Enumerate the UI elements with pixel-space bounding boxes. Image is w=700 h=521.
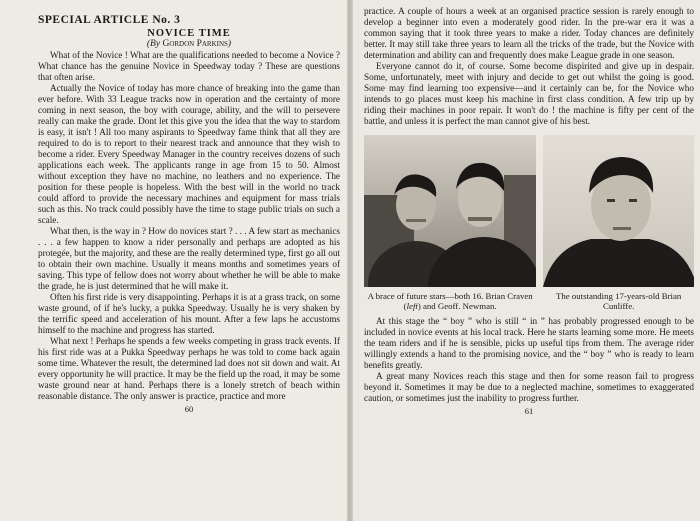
photo-two-riders: [364, 135, 536, 287]
caption-text: ) and Geoff. Newman.: [417, 301, 497, 311]
photo-two-riders-image: [364, 135, 536, 287]
right-page: [350, 0, 700, 521]
byline: [38, 39, 340, 49]
photo-single-rider: [543, 135, 694, 287]
author-name: Gordon Parkins: [162, 39, 228, 49]
paragraph: What then, is the way in ? How do novices start ? . . . A few start as mechanics . . . a few happen to know a rider personally and perhaps are adopted as his protegée, but the majority, and these are the really determined type, first go all out to obtain their own machine. Usually it means months and sometimes years of saving. This type of fellow does not worry about whether he will be able to make the grade, he is just determined that he will make it.: [38, 226, 340, 291]
paragraph: What of the Novice ! What are the qualifications needed to become a Novice ? What chance has the genuine Novice in Speedway today ? These are questions that often arise.: [38, 50, 340, 82]
page-number-left: 60: [184, 404, 194, 414]
caption-row: [364, 291, 694, 311]
book-gutter: [347, 0, 353, 521]
photo-single-rider-image: [543, 135, 694, 287]
caption-italic: left: [406, 301, 418, 311]
paragraph: practice. A couple of hours a week at an organised practice session is rarely enough to develop a beginner into even a moderately good rider. In the pre-war era it was a common saying that it took three years to make a rider. Today chances are definitely better. It may still take three years to learn all the tricks of the trade, but the Novice with determination and ability can and frequently does make League grade in one season.: [364, 6, 694, 60]
photo-row: [364, 135, 694, 287]
caption-single-rider: The outstanding 17-years-old Brian Cunliffe.: [555, 291, 682, 311]
paragraph: At this stage the “ boy ” who is still “ in ” has probably progressed enough to be included in novice events at his local track. Here he starts learning some more. He meets the team riders and if he is sensible, picks up useful tips from them. The average rider willingly extends a hand to the promising novice, and the “ boy ” who is ready to learn benefits greatly.: [364, 316, 694, 370]
byline-suffix: ): [227, 39, 232, 49]
paragraph: Everyone cannot do it, of course. Some become dispirited and give up in despair. Some, unfortunately, meet with injury and decide to get out whilst the going is good. Some may find learning too expensive—and it certainly can be, for the Novice who intends to go places must keep his machine in first class condition. A few trip up by riding their machines in poor repair. It won't do ! the machine is fifty per cent of the battle, and unless it is perfect the man cannot give of his best.: [364, 61, 694, 126]
paragraph: What next ! Perhaps he spends a few weeks competing in grass track events. If his first ride was at a Pukka Speedway perhaps he was told to come back again some time. Whatever the result, the determined lad does not sit down and wait. At every opportunity he will practice. It may be the field up the road, it may be some waste ground near at hand. Perhaps there is a lonely stretch of beach within reasonable distance. The only answer is practice, practice and more: [38, 336, 340, 401]
page-number-right: 61: [524, 406, 534, 416]
caption-two-riders: [364, 291, 536, 311]
section-header: SPECIAL ARTICLE No. 3: [38, 14, 181, 26]
paragraph: Often his first ride is very disappointing. Perhaps it is at a grass track, on some waste ground, of if he's lucky, a pukka Speedway. Usually he is very shaken by the terrific speed and acceleration of his mount. After a few laps he accustoms himself to the machine and progress has started.: [38, 292, 340, 335]
article-title: NOVICE TIME: [147, 28, 231, 39]
caption-text: A brace of future stars—both 16. Brian Craven (: [367, 291, 533, 311]
byline-prefix: (By: [146, 39, 163, 49]
paragraph: Actually the Novice of today has more chance of breaking into the game than ever before. With 33 League tracks now in operation and the certainty of more coming in next season, the boy with courage, ability, and the will to persevere really can make the grade. Dont let this give you the idea that the way to stardom is easy, it isn't ! All too many aspirants to Speedway fame think that all they are required to do is to report to their nearest track and announce that they wish to become a rider. Every Speedway Manager in the country receives dozens of such applications each week. The applicants range in age from 15 to 50. Almost without exception they have no machine, no leathers and no experience. The position for these people is hopeless. With the best will in the world no track could afford to provide the necessary machines and equipment for mass trials such as this. No track could possibly have the time to stage public trials on such a scale.: [38, 83, 340, 225]
paragraph: A great many Novices reach this stage and then for some reason fail to progress beyond it. Sometimes it may be due to a neglected machine, sometimes to exaggerated caution, or sometimes just the inability to progress further.: [364, 371, 694, 403]
